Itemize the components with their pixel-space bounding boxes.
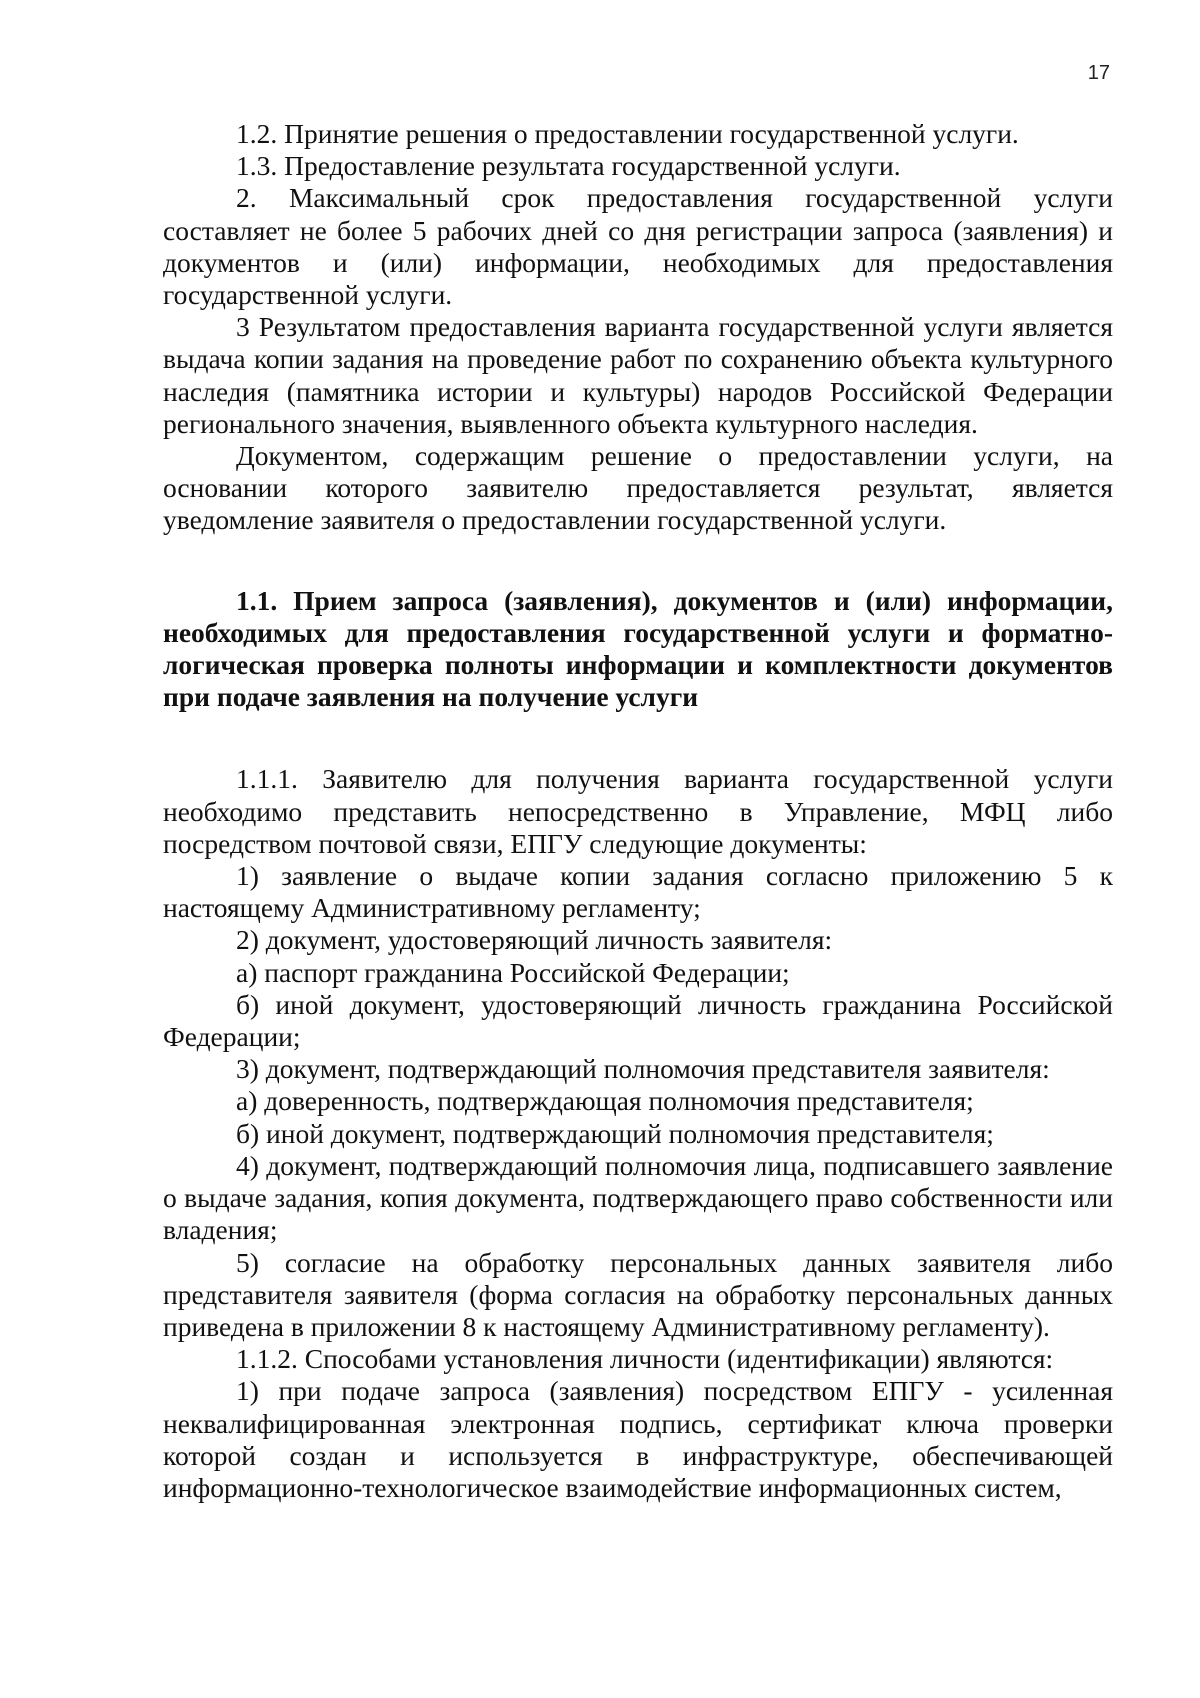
paragraph-result: 3 Результатом предоставления варианта государственной услуги является выдача копии задания на проведение работ по сохранению объекта культурного наследия (памятника истории и культуры) народов Российской Федерации регионального значения, выявленного объекта культурного наследия. (163, 311, 1113, 439)
page-number: 17 (1087, 62, 1110, 84)
document-body (163, 118, 1113, 1504)
list-item-representative-authority: 3) документ, подтверждающий полномочия представителя заявителя: (236, 1053, 1050, 1085)
list-item-other-identity-document: б) иной документ, удостоверяющий личность гражданина Российской Федерации; (163, 988, 1113, 1053)
list-item-application: 1) заявление о выдаче копии задания согласно приложению 5 к настоящему Административному регламенту; (163, 860, 1113, 924)
list-item-passport: а) паспорт гражданина Российской Федерации; (236, 956, 790, 988)
section-heading: 1.1. Прием запроса (заявления), документов и (или) информации, необходимых для предоставления государственной услуги и форматно-логическая проверка полноты информации и комплектности документов при подаче заявления на получение услуги (163, 584, 1113, 713)
paragraph-max-term: 2. Максимальный срок предоставления государственной услуги составляет не более 5 рабочих дней со дня регистрации запроса (заявления) и документов и (или) информации, необходимых для предоставления государственной услуги. (163, 182, 1113, 311)
paragraph-1-1-2: 1.1.2. Способами установления личности (идентификации) являются: (236, 1343, 1054, 1375)
paragraph-1-3: 1.3. Предоставление результата государственной услуги. (236, 150, 901, 182)
list-item-epgu-signature: 1) при подаче запроса (заявления) посредством ЕПГУ - усиленная неквалифицированная электронная подпись, сертификат ключа проверки которой создан и используется в инфраструктуре, обеспечивающей информационно-технологическое взаимодействие информационных систем, (163, 1375, 1113, 1503)
paragraph-decision-document: Документом, содержащим решение о предоставлении услуги, на основании которого заявителю предоставляется результат, является уведомление заявителя о предоставлении государственной услуги. (163, 440, 1113, 536)
list-item-signer-authority: 4) документ, подтверждающий полномочия лица, подписавшего заявление о выдаче задания, копия документа, подтверждающего право собственности или владения; (163, 1149, 1113, 1246)
list-item-personal-data-consent: 5) согласие на обработку персональных данных заявителя либо представителя заявителя (форма согласия на обработку персональных данных приведена в приложении 8 к настоящему Административному регламенту). (163, 1246, 1113, 1342)
paragraph-1-1-1: 1.1.1. Заявителю для получения варианта государственной услуги необходимо представить непосредственно в Управление, МФЦ либо посредством почтовой связи, ЕПГУ следующие документы: (163, 763, 1113, 859)
paragraph-1-2: 1.2. Принятие решения о предоставлении государственной услуги. (236, 118, 1019, 149)
list-item-power-of-attorney: а) доверенность, подтверждающая полномочия представителя; (236, 1085, 974, 1117)
list-item-other-authority-document: б) иной документ, подтверждающий полномочия представителя; (236, 1117, 994, 1149)
list-item-identity-document: 2) документ, удостоверяющий личность заявителя: (236, 924, 833, 956)
